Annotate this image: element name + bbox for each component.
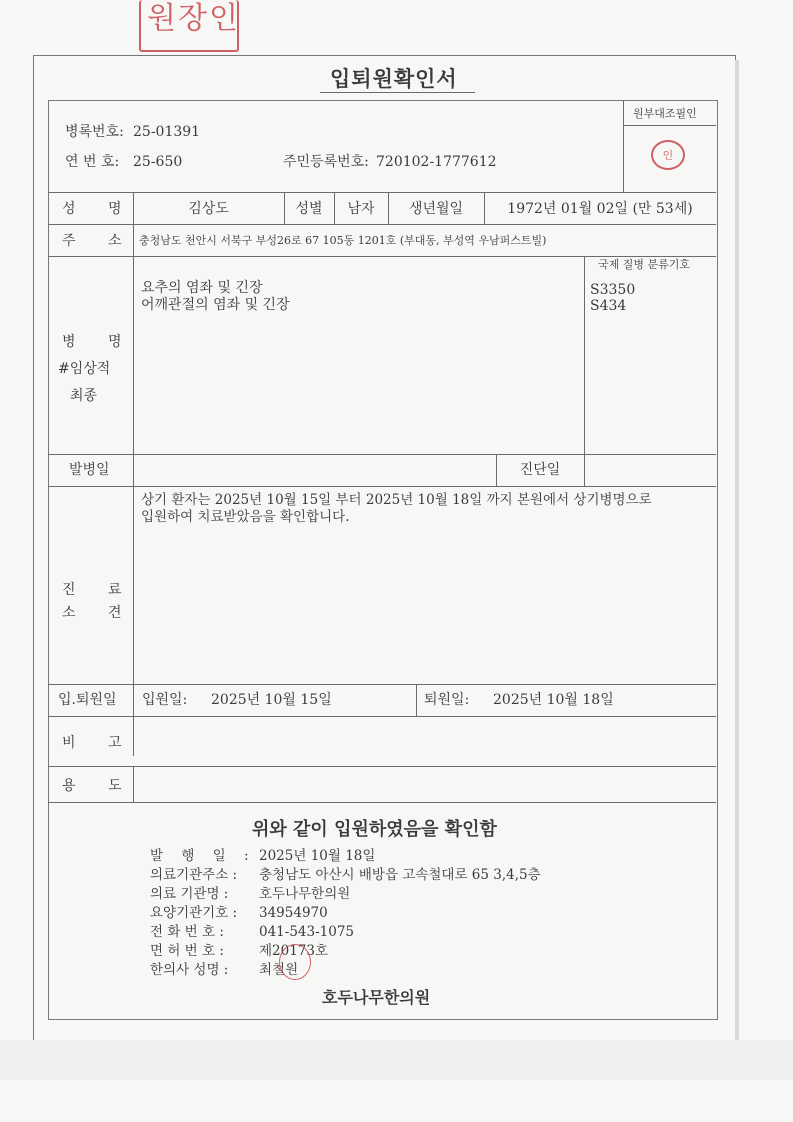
clinic-name-label: 의료 기관명 : [150,886,229,902]
stamp-text: 원장인 [147,1,240,36]
onset-label: 발병일 [69,462,110,478]
purpose-label: 용 도 [62,778,122,794]
remarks-label: 비 고 [62,735,122,751]
opinion-text: 입원하여 치료받았음을 확인합니다. [141,509,350,525]
issue-label: 발 행 일 : [150,848,249,864]
diagnosis-label-final: 최종 [70,388,98,404]
phone: 041-543-1075 [259,924,355,940]
license-label: 면 허 번 호 : [150,943,224,959]
opinion-label-2: 소 견 [62,605,122,621]
care-code-label: 요양기관기호 : [150,905,238,921]
address-label: 주 소 [62,233,122,249]
phone-label: 전 화 번 호 : [150,924,224,940]
clinic-address-label: 의료기관주소 : [150,867,238,883]
issue-date: 2025년 10월 18일 [259,848,376,864]
birth-label: 생년월일 [408,201,464,217]
director-seal-label: 원부대조필인 [633,107,697,120]
serial-no: 25-650 [133,154,183,170]
patient-address: 충청남도 천안시 서북구 부성26로 67 105동 1201호 (부대동, 부성역 우남퍼스트빌) [139,234,547,247]
stay-label: 입.퇴원일 [58,692,117,708]
discharge-label: 퇴원일: [424,692,470,708]
clinic-signature-name: 호두나무한의원 [322,988,431,1007]
page-title: 입퇴원확인서 [330,66,458,91]
diagnosis-label-clinical: #임상적 [58,361,111,377]
clinic-name: 호두나무한의원 [259,886,351,902]
admit-date: 2025년 10월 15일 [211,692,332,708]
serial-label: 연 번 호: [65,154,120,170]
doctor-name: 최철원 [259,962,299,978]
license: 제20173호 [259,943,329,959]
doctor-label: 한의사 성명 : [150,962,229,978]
sex-label: 성별 [295,201,323,217]
director-seal: 인 [651,140,685,170]
resident-label: 주민등록번호: [283,154,369,170]
confirmation-statement: 위와 같이 입원하였음을 확인함 [252,819,497,840]
resident-no: 720102-1777612 [376,154,497,170]
opinion-label: 진 료 [62,582,122,598]
admit-label: 입원일: [142,692,188,708]
diagnosis-label: 병 명 [62,334,122,350]
diagnosis-code: S3350 [590,282,636,298]
discharge-date: 2025년 10월 18일 [493,692,614,708]
patient-birth: 1972년 01월 02일 (만 53세) [507,201,693,217]
diagnosis-code: S434 [590,298,627,314]
care-code: 34954970 [259,905,328,921]
opinion-text: 상기 환자는 2025년 10월 15일 부터 2025년 10월 18일 까지 본원에서 상기병명으로 [141,492,652,508]
clinic-address: 충청남도 아산시 배방읍 고속철대로 65 3,4,5층 [259,867,541,883]
chart-no-label: 병록번호: [65,124,124,140]
diagnosis-line: 요추의 염좌 및 긴장 [141,280,263,296]
doctor-seal [279,944,311,980]
patient-sex: 남자 [347,201,375,217]
patient-name: 김상도 [188,201,229,217]
clinic-stamp-top [139,0,239,52]
diagnosis-line: 어깨관절의 염좌 및 긴장 [141,297,290,313]
code-header: 국제 질병 분류기호 [598,258,691,271]
diag-date-label: 진단일 [519,462,561,478]
chart-no: 25-01391 [133,124,201,140]
name-label: 성 명 [62,201,122,217]
